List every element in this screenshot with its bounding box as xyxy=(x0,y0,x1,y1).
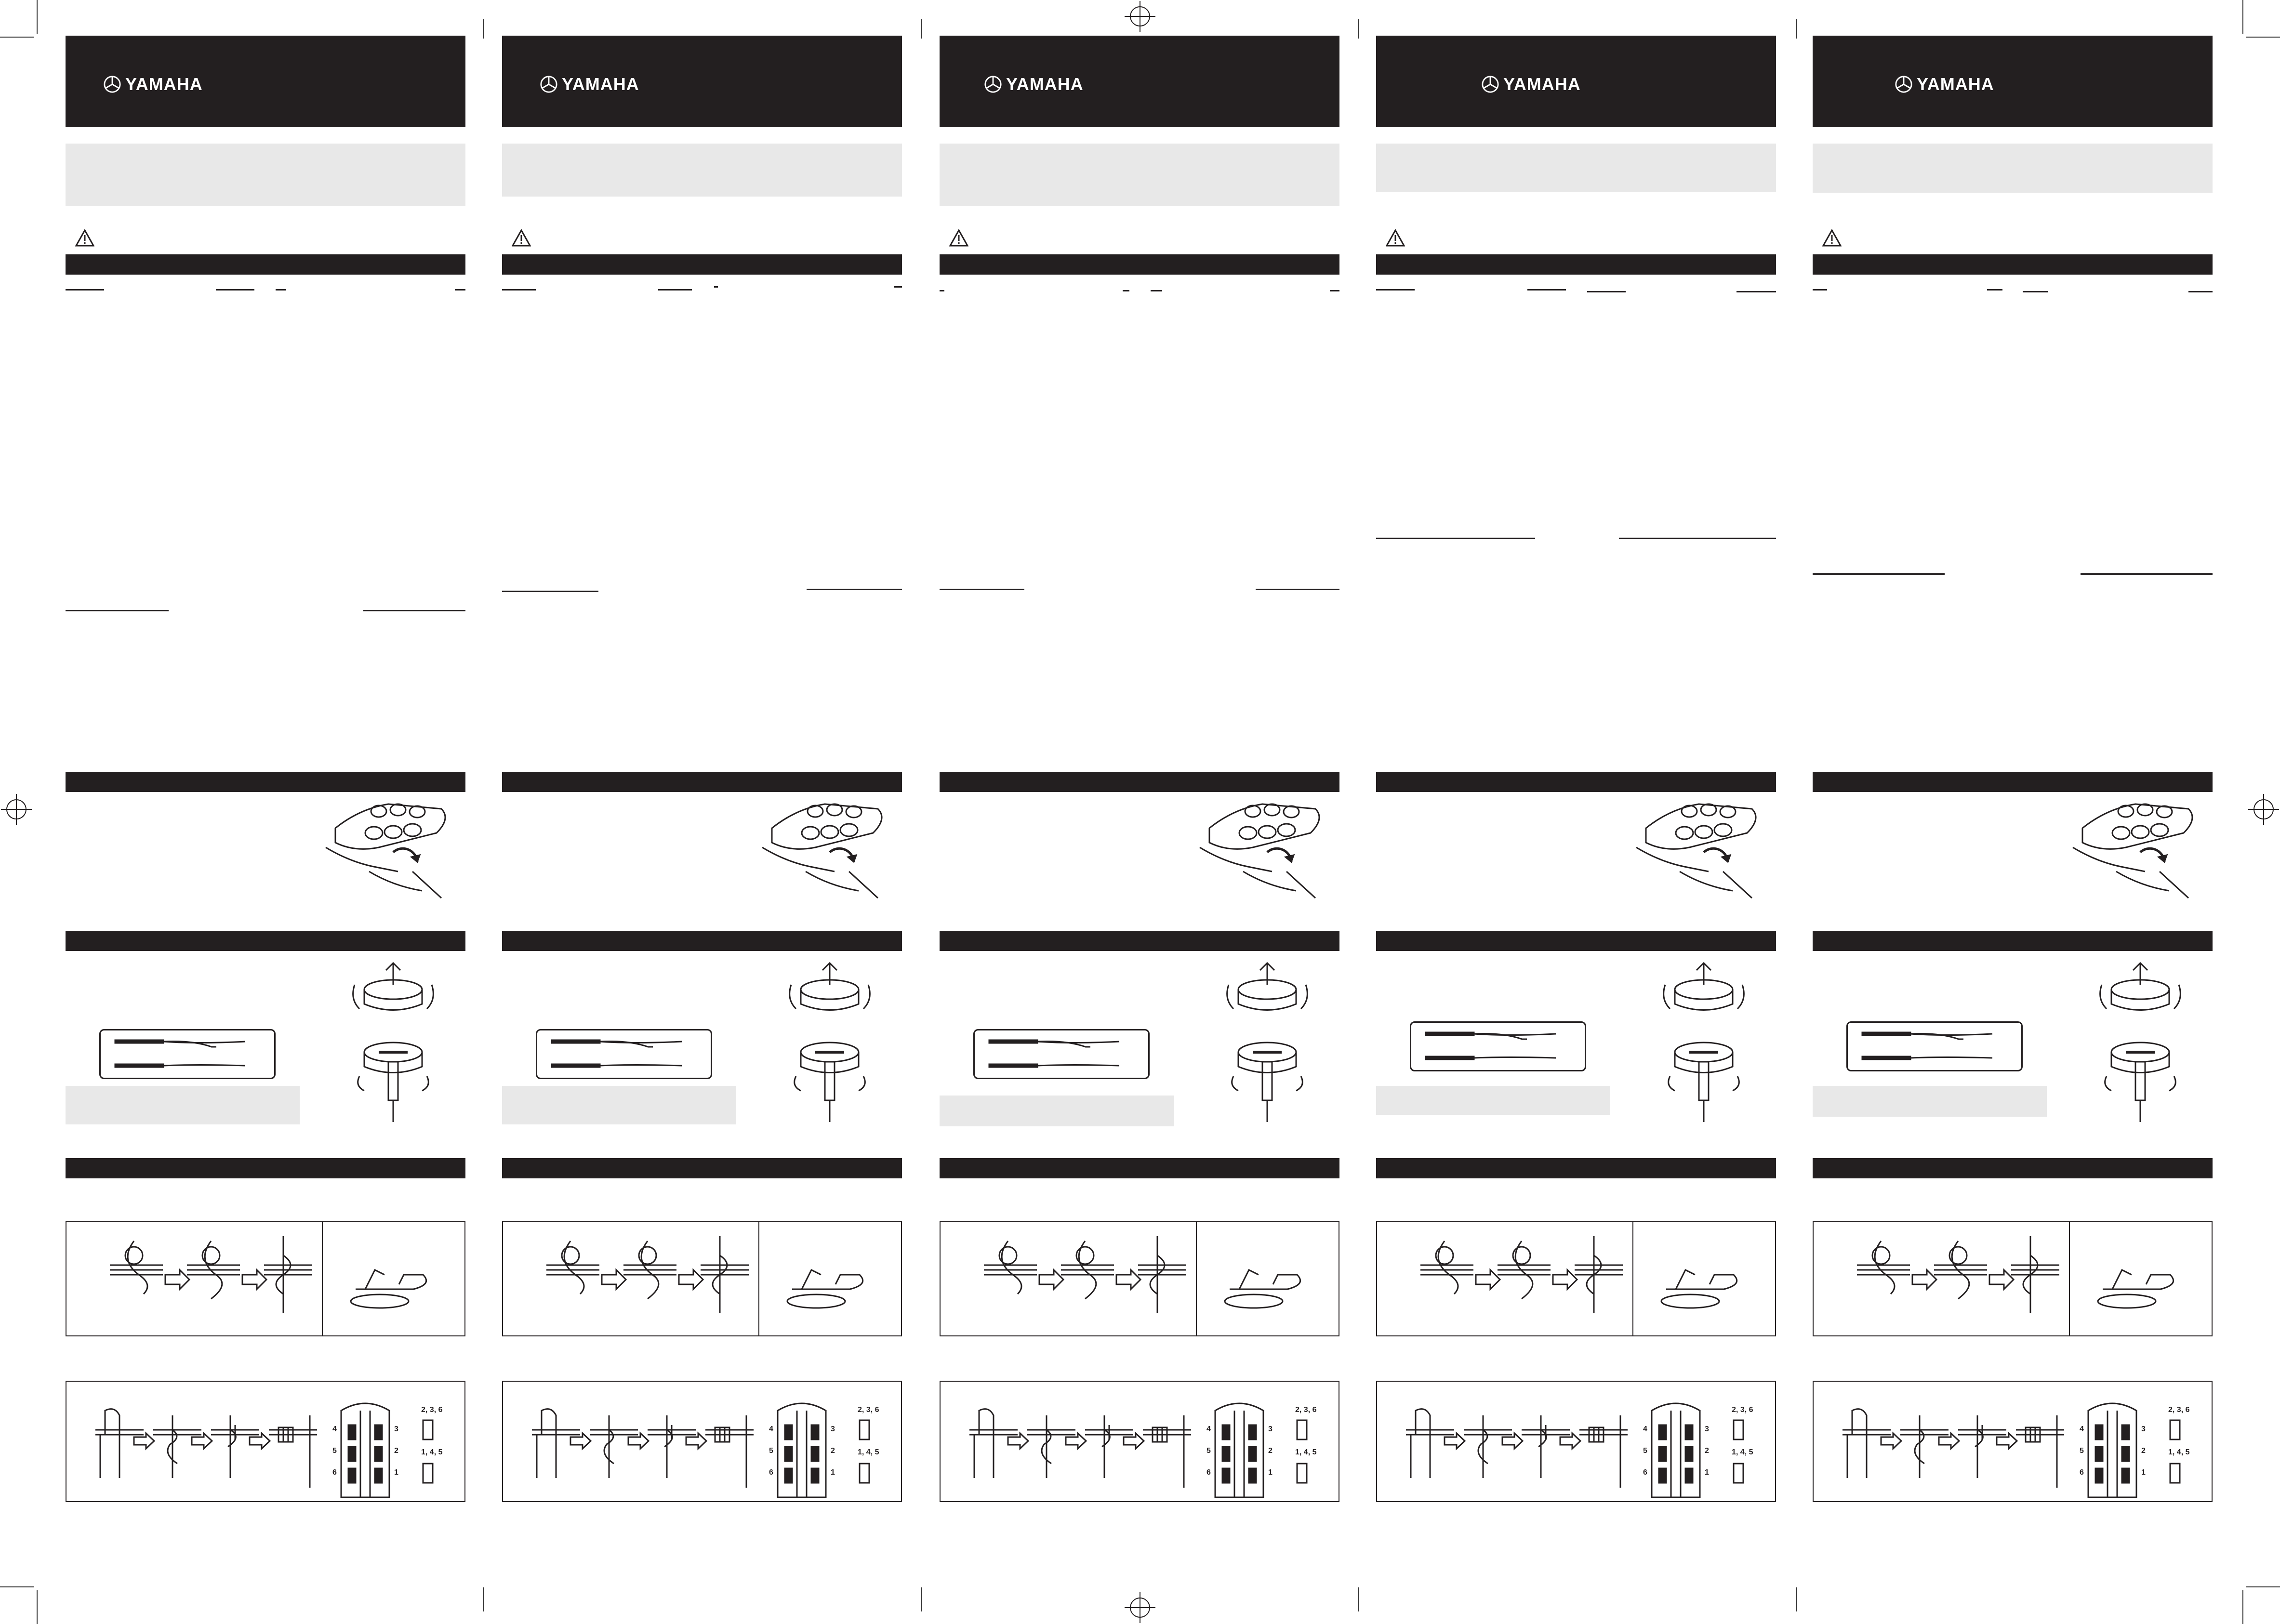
title-band xyxy=(940,144,1339,206)
text-rule xyxy=(658,289,692,290)
fold-mark xyxy=(1796,19,1797,39)
string-number: 2 xyxy=(2141,1447,2146,1455)
crop-mark xyxy=(37,1590,38,1624)
string-number: 1 xyxy=(1268,1468,1273,1477)
headstock-steps-box xyxy=(940,1381,1339,1502)
string-ends-illustration xyxy=(1848,1023,2021,1070)
text-rule xyxy=(502,289,536,290)
text-rule xyxy=(940,290,944,291)
headstock-winding-illustration xyxy=(941,1382,1339,1501)
text-rule xyxy=(1151,290,1162,291)
string-group-label: 2, 3, 6 xyxy=(421,1406,443,1414)
caution-bar xyxy=(1376,254,1776,275)
headstock-winding-illustration xyxy=(1814,1382,2212,1501)
warning-triangle-icon xyxy=(75,229,94,247)
headstock-winding-illustration xyxy=(1377,1382,1775,1501)
string-group-label: 1, 4, 5 xyxy=(1732,1448,1753,1456)
note-band xyxy=(940,1096,1174,1126)
registration-mark-icon xyxy=(1125,1592,1155,1623)
panel-header xyxy=(1376,36,1776,127)
registration-mark-icon xyxy=(1,794,32,825)
language-panel-1 xyxy=(66,36,465,1510)
headstock-steps-box xyxy=(502,1381,902,1502)
text-rule xyxy=(1813,573,1945,575)
fold-mark xyxy=(1358,19,1359,39)
string-number: 1 xyxy=(1705,1468,1709,1477)
string-number: 6 xyxy=(769,1468,773,1477)
registration-mark-icon xyxy=(1125,1,1155,32)
knot-steps-box xyxy=(502,1221,902,1336)
section-bar-tying xyxy=(66,1158,465,1178)
string-number: 1 xyxy=(2141,1468,2146,1477)
caution-bar xyxy=(66,254,465,275)
string-number: 3 xyxy=(394,1425,398,1433)
string-ends-illustration xyxy=(101,1030,274,1078)
text-rule xyxy=(66,289,104,290)
caution-bar xyxy=(940,254,1339,275)
string-number: 3 xyxy=(2141,1425,2146,1433)
string-number: 5 xyxy=(769,1447,773,1455)
section-bar-tying xyxy=(1813,1158,2213,1178)
string-number: 2 xyxy=(394,1447,398,1455)
title-band xyxy=(1376,144,1776,192)
string-number: 5 xyxy=(332,1447,337,1455)
headstock-steps-box xyxy=(1376,1381,1776,1502)
string-number: 4 xyxy=(332,1425,337,1433)
tuning-pegs-illustration xyxy=(1631,790,1762,900)
string-group-label: 2, 3, 6 xyxy=(1295,1406,1317,1414)
fold-mark xyxy=(921,19,922,39)
title-band xyxy=(1813,144,2213,193)
yamaha-tuning-fork-logo xyxy=(1895,75,1913,93)
knot-steps-box xyxy=(66,1221,465,1336)
text-rule xyxy=(1587,291,1626,292)
string-group-label: 2, 3, 6 xyxy=(1732,1406,1753,1414)
title-band xyxy=(502,144,902,197)
string-ends-illustration xyxy=(537,1030,711,1078)
text-rule xyxy=(1619,538,1776,539)
text-rule xyxy=(502,591,598,592)
string-number: 6 xyxy=(332,1468,337,1477)
section-bar-strings xyxy=(502,931,902,951)
string-number: 6 xyxy=(1206,1468,1211,1477)
warning-triangle-icon xyxy=(1386,229,1405,247)
tuning-pegs-illustration xyxy=(757,790,888,900)
section-bar-strings xyxy=(1813,931,2213,951)
text-rule xyxy=(363,610,465,611)
section-bar-tuning xyxy=(1376,772,1776,792)
brand-name: YAMAHA xyxy=(1006,74,1084,94)
string-group-label: 1, 4, 5 xyxy=(421,1448,443,1456)
tuning-pegs-illustration xyxy=(321,790,451,900)
brand-logo xyxy=(984,74,1084,94)
string-number: 6 xyxy=(1643,1468,1647,1477)
string-ends-illustration xyxy=(975,1030,1148,1078)
box-divider xyxy=(322,1222,323,1335)
string-group-label: 2, 3, 6 xyxy=(2168,1406,2190,1414)
string-number: 4 xyxy=(1206,1425,1211,1433)
knot-steps-box xyxy=(940,1221,1339,1336)
headstock-winding-illustration xyxy=(503,1382,901,1501)
knot-steps-illustration xyxy=(941,1222,1339,1335)
bridge-tie-illustration xyxy=(1656,961,1752,1124)
crop-mark xyxy=(2246,37,2280,38)
headstock-steps-box xyxy=(66,1381,465,1502)
string-number: 4 xyxy=(769,1425,773,1433)
brand-name: YAMAHA xyxy=(125,74,203,94)
crop-mark xyxy=(2242,0,2243,34)
knot-steps-illustration xyxy=(503,1222,901,1335)
language-panel-4 xyxy=(1376,36,1776,1510)
string-ends-box xyxy=(973,1029,1150,1079)
section-bar-tying xyxy=(1376,1158,1776,1178)
note-band xyxy=(502,1086,736,1124)
text-rule xyxy=(1123,290,1129,291)
knot-steps-box xyxy=(1813,1221,2213,1336)
fold-mark xyxy=(921,1587,922,1611)
yamaha-tuning-fork-logo xyxy=(1481,75,1499,93)
language-panel-2 xyxy=(502,36,902,1510)
string-ends-box xyxy=(1846,1021,2023,1071)
bridge-tie-illustration xyxy=(345,961,441,1124)
section-bar-strings xyxy=(66,931,465,951)
string-number: 5 xyxy=(1206,1447,1211,1455)
string-ends-illustration xyxy=(1411,1023,1585,1070)
brand-name: YAMAHA xyxy=(562,74,639,94)
tuning-pegs-illustration xyxy=(2068,790,2198,900)
bridge-tie-illustration xyxy=(1219,961,1315,1124)
string-ends-box xyxy=(536,1029,712,1079)
brand-name: YAMAHA xyxy=(1503,74,1581,94)
text-rule xyxy=(2023,291,2048,292)
box-divider xyxy=(2069,1222,2070,1335)
brand-logo xyxy=(1895,74,1994,94)
note-band xyxy=(1376,1086,1610,1115)
crop-mark xyxy=(37,0,38,34)
text-rule xyxy=(807,589,902,590)
crop-mark xyxy=(2242,1590,2243,1624)
text-rule xyxy=(1376,538,1535,539)
panel-header xyxy=(66,36,465,127)
string-number: 4 xyxy=(1643,1425,1647,1433)
title-band xyxy=(66,144,465,206)
yamaha-tuning-fork-logo xyxy=(103,75,121,93)
text-rule xyxy=(2081,573,2213,575)
knot-steps-illustration xyxy=(1814,1222,2212,1335)
string-number: 1 xyxy=(831,1468,835,1477)
text-rule xyxy=(1813,289,1827,290)
registration-mark-icon xyxy=(2248,794,2279,825)
string-number: 3 xyxy=(831,1425,835,1433)
brand-logo xyxy=(540,74,639,94)
section-bar-strings xyxy=(1376,931,1776,951)
fold-mark xyxy=(1358,1587,1359,1611)
panel-header xyxy=(940,36,1339,127)
fold-mark xyxy=(483,1587,484,1611)
knot-steps-illustration xyxy=(1377,1222,1775,1335)
yamaha-tuning-fork-logo xyxy=(984,75,1002,93)
section-bar-tying xyxy=(502,1158,902,1178)
note-band xyxy=(66,1086,300,1124)
warning-triangle-icon xyxy=(512,229,531,247)
section-bar-tying xyxy=(940,1158,1339,1178)
fold-mark xyxy=(1796,1587,1797,1611)
text-rule xyxy=(894,286,902,288)
tuning-pegs-illustration xyxy=(1195,790,1325,900)
text-rule xyxy=(66,610,169,611)
note-band xyxy=(1813,1086,2047,1117)
string-group-label: 1, 4, 5 xyxy=(2168,1448,2190,1456)
crop-mark xyxy=(0,37,34,38)
text-rule xyxy=(1256,589,1339,590)
box-divider xyxy=(1632,1222,1633,1335)
text-rule xyxy=(2188,291,2213,292)
string-number: 2 xyxy=(1705,1447,1709,1455)
text-rule xyxy=(1376,289,1415,290)
box-divider xyxy=(758,1222,759,1335)
string-number: 5 xyxy=(1643,1447,1647,1455)
panel-header xyxy=(502,36,902,127)
text-rule xyxy=(1527,289,1566,290)
bridge-tie-illustration xyxy=(2092,961,2188,1124)
string-number: 2 xyxy=(831,1447,835,1455)
caution-bar xyxy=(1813,254,2213,275)
string-number: 5 xyxy=(2080,1447,2084,1455)
brand-logo xyxy=(103,74,203,94)
headstock-winding-illustration xyxy=(66,1382,464,1501)
string-number: 6 xyxy=(2080,1468,2084,1477)
yamaha-tuning-fork-logo xyxy=(540,75,558,93)
text-rule xyxy=(455,289,465,290)
language-panel-3 xyxy=(940,36,1339,1510)
string-number: 4 xyxy=(2080,1425,2084,1433)
panel-header xyxy=(1813,36,2213,127)
string-number: 3 xyxy=(1268,1425,1273,1433)
section-bar-tuning xyxy=(940,772,1339,792)
bridge-tie-illustration xyxy=(782,961,878,1124)
string-number: 2 xyxy=(1268,1447,1273,1455)
text-rule xyxy=(1737,291,1776,292)
text-rule xyxy=(216,289,254,290)
string-ends-box xyxy=(99,1029,276,1079)
section-bar-tuning xyxy=(502,772,902,792)
caution-bar xyxy=(502,254,902,275)
string-number: 1 xyxy=(394,1468,398,1477)
text-rule xyxy=(714,286,718,288)
text-rule xyxy=(1330,290,1339,291)
fold-mark xyxy=(483,19,484,39)
text-rule xyxy=(1987,289,2002,290)
text-rule xyxy=(276,289,286,290)
knot-steps-box xyxy=(1376,1221,1776,1336)
brand-name: YAMAHA xyxy=(1917,74,1994,94)
brand-logo xyxy=(1481,74,1581,94)
knot-steps-illustration xyxy=(66,1222,464,1335)
string-number: 3 xyxy=(1705,1425,1709,1433)
string-group-label: 1, 4, 5 xyxy=(858,1448,879,1456)
string-group-label: 2, 3, 6 xyxy=(858,1406,879,1414)
crop-mark xyxy=(0,1586,34,1587)
crop-mark xyxy=(2246,1586,2280,1587)
warning-triangle-icon xyxy=(1822,229,1842,247)
section-bar-tuning xyxy=(66,772,465,792)
box-divider xyxy=(1196,1222,1197,1335)
section-bar-tuning xyxy=(1813,772,2213,792)
string-ends-box xyxy=(1410,1021,1586,1071)
warning-triangle-icon xyxy=(949,229,968,247)
text-rule xyxy=(940,589,1024,590)
section-bar-strings xyxy=(940,931,1339,951)
string-group-label: 1, 4, 5 xyxy=(1295,1448,1317,1456)
headstock-steps-box xyxy=(1813,1381,2213,1502)
language-panel-5 xyxy=(1813,36,2213,1510)
